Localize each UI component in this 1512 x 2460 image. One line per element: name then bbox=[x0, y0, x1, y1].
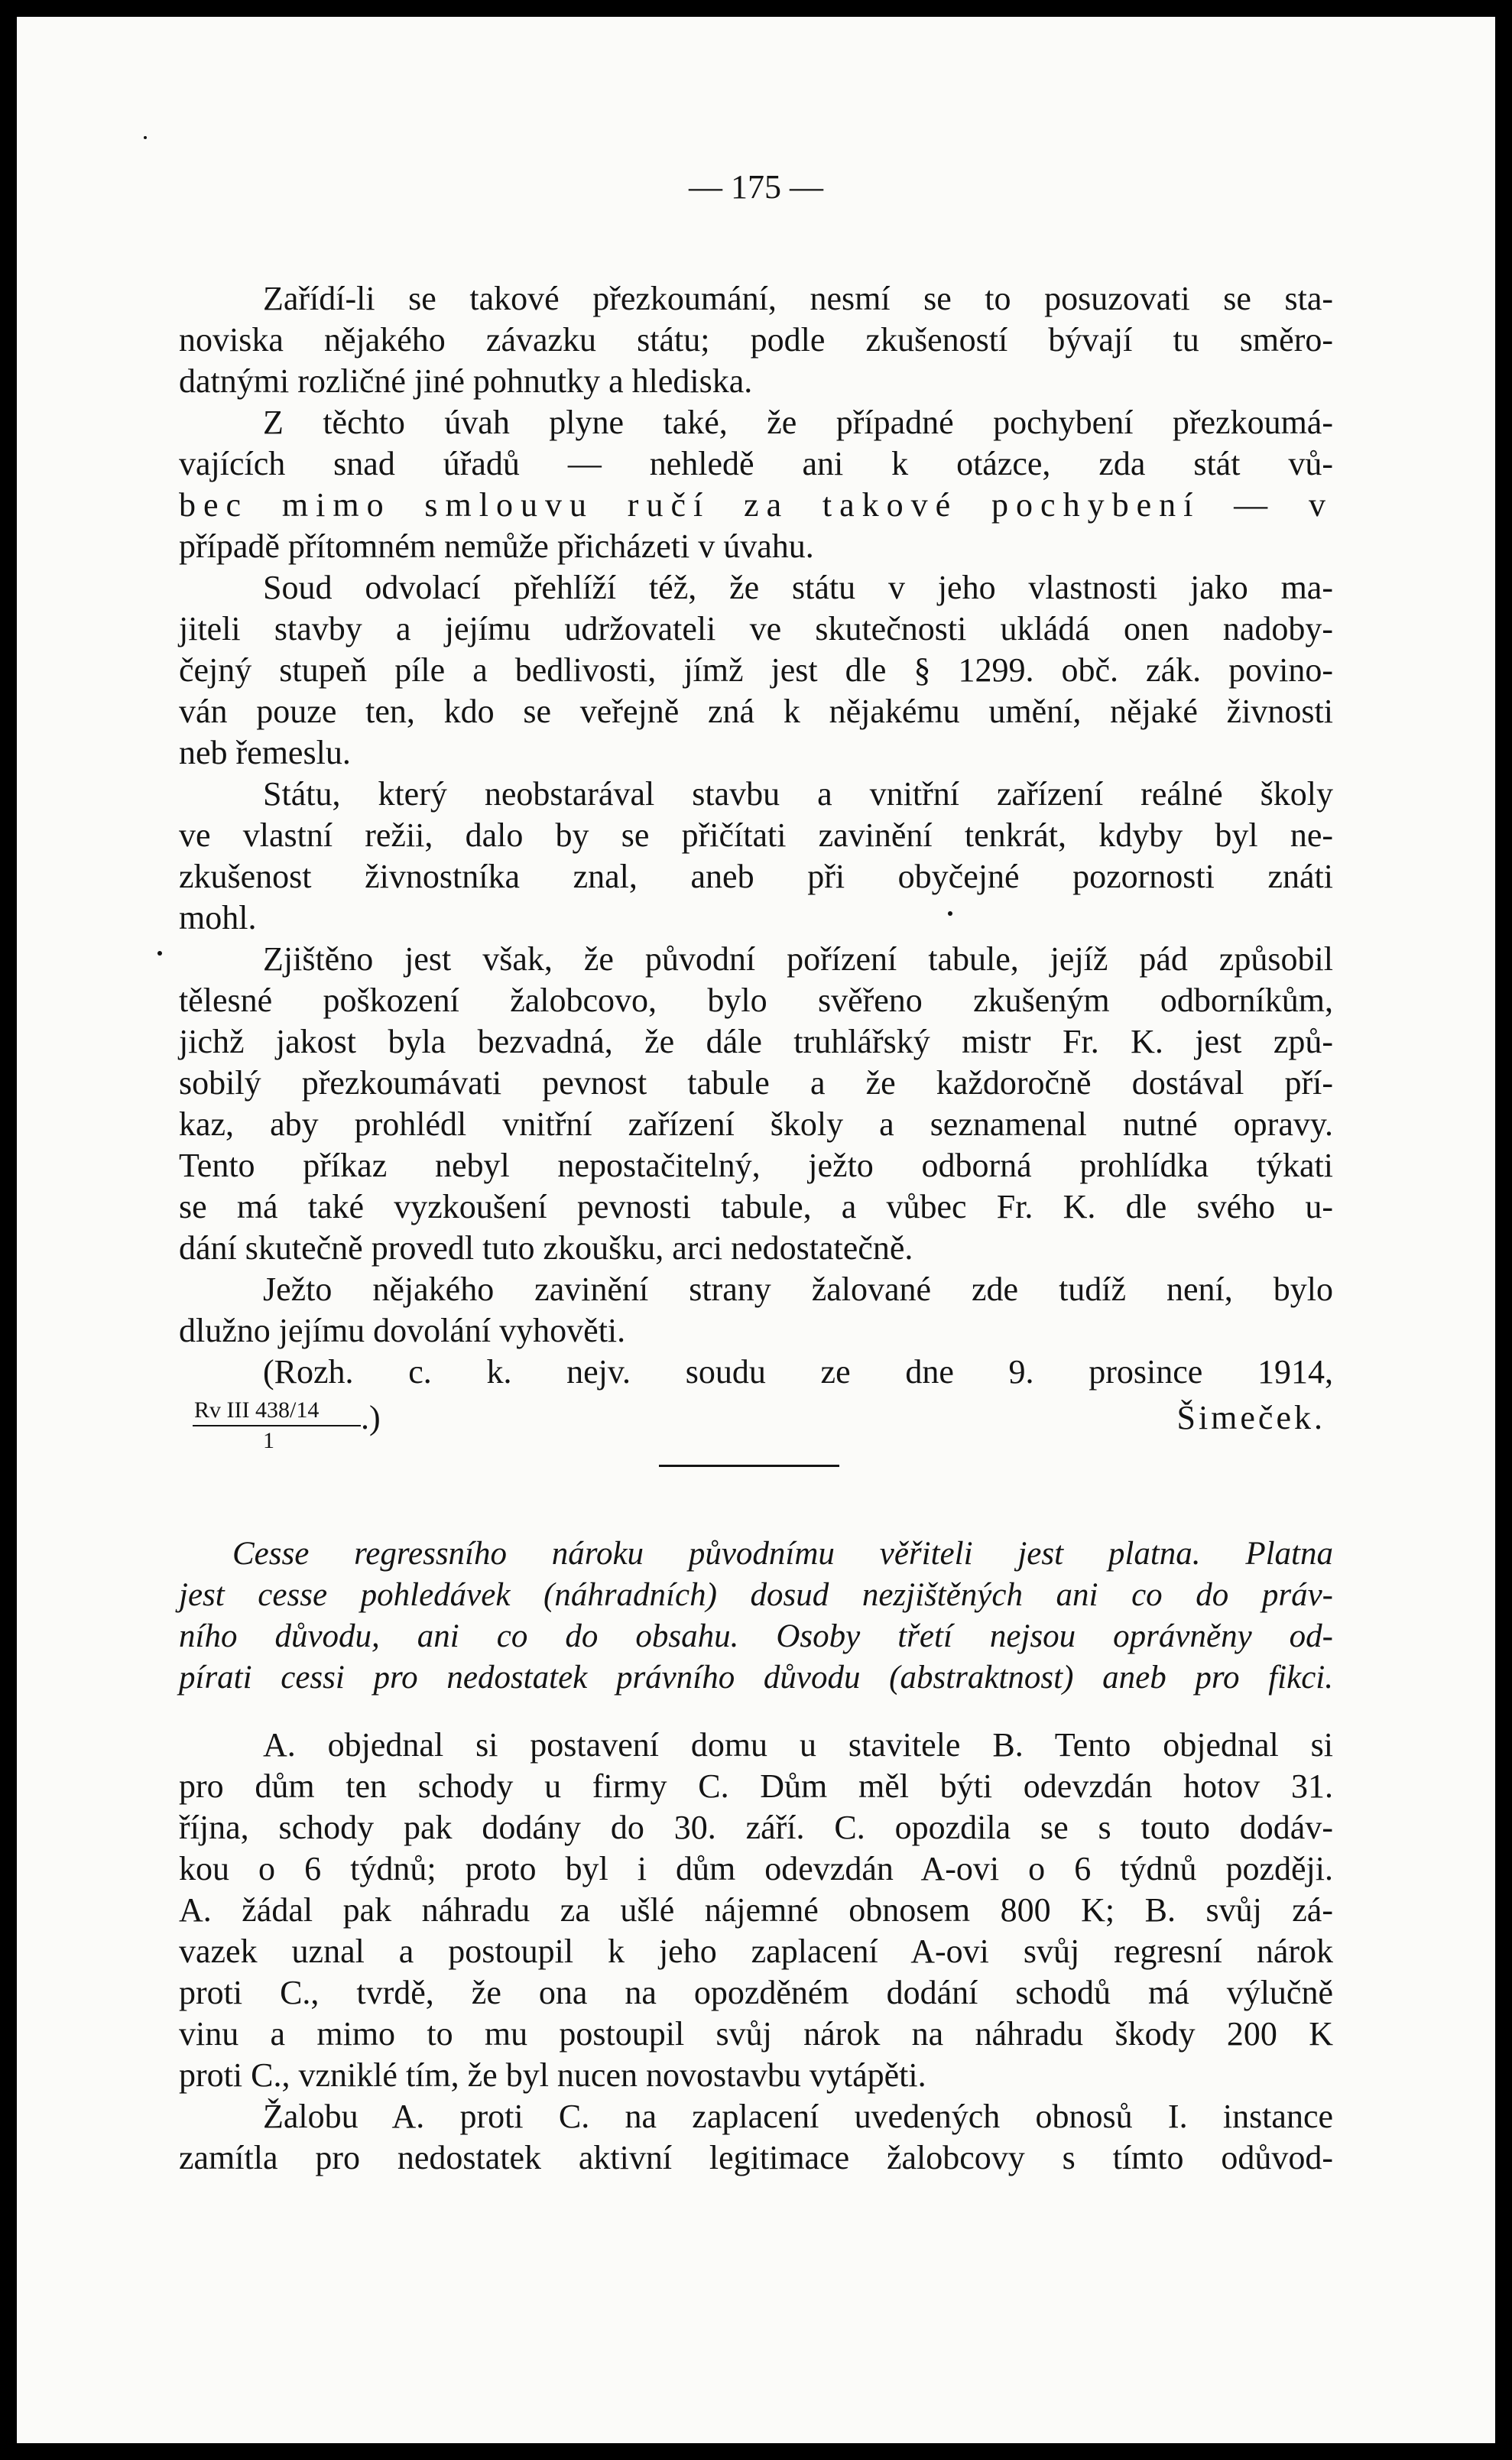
para2-line: vajících snad úřadů — nehledě ani k otázce, zda stát vů- bbox=[179, 445, 1333, 482]
para3-line: neb řemeslu. bbox=[179, 734, 351, 771]
headnote-line: Cesse regressního nároku původnímu věřiteli jest platna. Platna bbox=[232, 1536, 1333, 1572]
para7-line: října, schody pak dodány do 30. září. C. opozdila se s touto dodáv- bbox=[179, 1809, 1333, 1846]
decision-citation: (Rozh. c. k. nejv. soudu ze dne 9. prosince 1914, bbox=[263, 1353, 1333, 1391]
para5-line: jichž jakost byla bezvadná, že dále truhlářský mistr Fr. K. jest způ- bbox=[179, 1023, 1333, 1060]
para1-line: noviska nějakého závazku státu; podle zkušeností bývají tu směro- bbox=[179, 321, 1333, 359]
decision-ref-top: Rv III 438/14 bbox=[194, 1397, 320, 1423]
para3-line: ván pouze ten, kdo se veřejně zná k nějakému umění, nějaké živnosti bbox=[179, 693, 1333, 730]
para3-line: jiteli stavby a jejímu udržovateli ve skutečnosti ukládá onen nadoby- bbox=[179, 610, 1333, 647]
section-separator bbox=[659, 1465, 839, 1467]
para5-line: kaz, aby prohlédl vnitřní zařízení školy a seznamenal nutné opravy. bbox=[179, 1105, 1333, 1143]
para4-line: Státu, který neobstarával stavbu a vnitřní zařízení reálné školy bbox=[263, 775, 1333, 813]
decision-ref-rule bbox=[193, 1425, 361, 1426]
para5-line: Zjištěno jest však, že původní pořízení tabule, jejíž pád způsobil bbox=[263, 940, 1333, 978]
para4-line: mohl. bbox=[179, 899, 257, 936]
para7-line: A. objednal si postavení domu u stavitele B. Tento objednal si bbox=[263, 1726, 1333, 1764]
para5-line: dání skutečně provedl tuto zkoušku, arci nedostatečně. bbox=[179, 1229, 913, 1267]
para8-line: Žalobu A. proti C. na zaplacení uvedených obnosů I. instance bbox=[263, 2098, 1333, 2135]
headnote-line: ního důvodu, ani co do obsahu. Osoby třetí nejsou oprávněny od- bbox=[179, 1618, 1333, 1654]
para5-line: Tento příkaz nebyl nepostačitelný, ježto odborná prohlídka týkati bbox=[179, 1147, 1333, 1184]
para6-line: dlužno jejímu dovolání vyhověti. bbox=[179, 1312, 626, 1349]
para7-line: pro dům ten schody u firmy C. Dům měl býti odevzdán hotov 31. bbox=[179, 1767, 1333, 1805]
para7-line: proti C., vzniklé tím, že byl nucen novostavbu vytápěti. bbox=[179, 2056, 926, 2094]
page-number: — 175 — bbox=[689, 168, 823, 206]
headnote-line: jest cesse pohledávek (náhradních) dosud nezjištěných ani co do práv- bbox=[179, 1577, 1333, 1613]
para4-line: zkušenost živnostníka znal, aneb při obyčejné pozornosti znáti bbox=[179, 858, 1333, 895]
para6-line: Ježto nějakého zavinění strany žalované zde tudíž není, bylo bbox=[263, 1271, 1333, 1308]
scanned-page bbox=[17, 17, 1495, 2443]
para2-line: Z těchto úvah plyne také, že případné pochybení přezkoumá- bbox=[263, 404, 1333, 441]
para1-line: Zařídí-li se takové přezkoumání, nesmí se to posuzovati se sta- bbox=[263, 280, 1333, 317]
scan-speck bbox=[144, 136, 147, 139]
para1-line: datnými rozličné jiné pohnutky a hlediska. bbox=[179, 362, 753, 400]
para2-line: bec mimo smlouvu ručí za takové pochybení — v bbox=[179, 486, 1333, 524]
para4-line: ve vlastní režii, dalo by se přičítati zavinění tenkrát, kdyby byl ne- bbox=[179, 816, 1333, 854]
para5-line: tělesné poškození žalobcovo, bylo svěřeno zkušeným odborníkům, bbox=[179, 982, 1333, 1019]
decision-ref-bottom: 1 bbox=[263, 1428, 274, 1453]
scan-speck bbox=[157, 951, 162, 956]
para7-line: vinu a mimo to mu postoupil svůj nárok na náhradu škody 200 K bbox=[179, 2015, 1333, 2053]
scan-speck bbox=[948, 911, 952, 916]
headnote-line: pírati cessi pro nedostatek právního důvodu (abstraktnost) aneb pro fikci. bbox=[179, 1660, 1333, 1696]
para7-line: proti C., tvrdě, že ona na opozděném dodání schodů má výlučně bbox=[179, 1974, 1333, 2011]
para7-line: vazek uznal a postoupil k jeho zaplacení A-ovi svůj regresní nárok bbox=[179, 1933, 1333, 1970]
para2-line: případě přítomném nemůže přicházeti v úvahu. bbox=[179, 527, 814, 565]
para7-line: kou o 6 týdnů; proto byl i dům odevzdán A-ovi o 6 týdnů později. bbox=[179, 1850, 1333, 1887]
para5-line: sobilý přezkoumávati pevnost tabule a že každoročně dostával pří- bbox=[179, 1064, 1333, 1102]
para3-line: Soud odvolací přehlíží též, že státu v jeho vlastnosti jako ma- bbox=[263, 569, 1333, 606]
para8-line: zamítla pro nedostatek aktivní legitimace žalobcovy s tímto odůvod- bbox=[179, 2139, 1333, 2176]
para7-line: A. žádal pak náhradu za ušlé nájemné obnosem 800 K; B. svůj zá- bbox=[179, 1891, 1333, 1929]
para5-line: se má také vyzkoušení pevnosti tabule, a vůbec Fr. K. dle svého u- bbox=[179, 1188, 1333, 1225]
decision-author: Šimeček. bbox=[1176, 1399, 1325, 1436]
para3-line: čejný stupeň píle a bedlivosti, jímž jest dle § 1299. obč. zák. povino- bbox=[179, 651, 1333, 689]
decision-ref-close: .) bbox=[361, 1399, 381, 1436]
